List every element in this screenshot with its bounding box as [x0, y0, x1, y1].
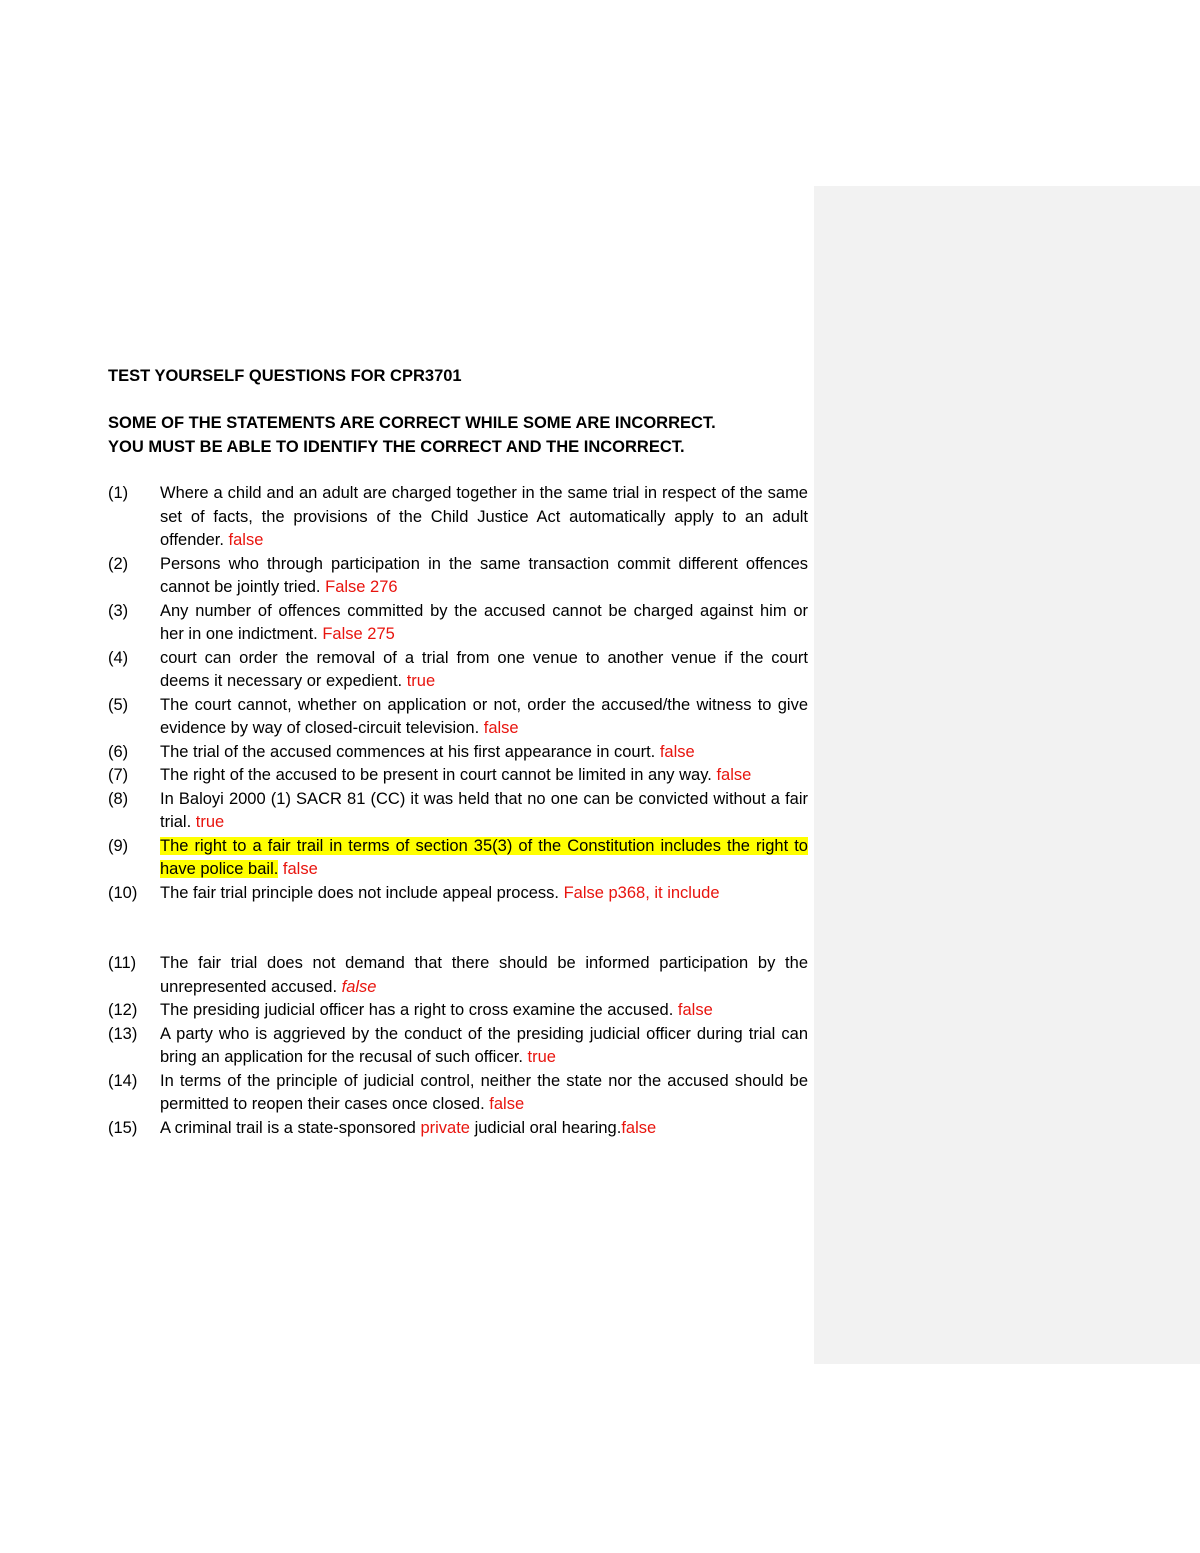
question-number: (8) — [108, 789, 129, 808]
question-item — [108, 553, 808, 600]
question-text: Persons who through participation in the same transaction commit different offences cannot be jointly tried. False 276 — [160, 554, 808, 596]
question-answer: false — [341, 977, 377, 996]
question-number: (7) — [108, 766, 129, 784]
question-answer: False p368, it include — [563, 883, 720, 902]
question-item — [108, 482, 808, 553]
question-item — [108, 1070, 808, 1117]
question-text: In Baloyi 2000 (1) SACR 81 (CC) it was held that no one can be convicted without a fair trial. true — [160, 789, 808, 831]
question-text: The court cannot, whether on application or not, order the accused/the witness to give evidence by way of closed-circuit television. false — [160, 695, 808, 737]
question-number: (6) — [108, 742, 129, 761]
question-text: The trial of the accused commences at his first appearance in court. false — [160, 742, 695, 761]
question-text: In terms of the principle of judicial control, neither the state nor the accused should be permitted to reopen their cases once closed. false — [160, 1071, 808, 1113]
question-item — [108, 999, 808, 1023]
question-number: (5) — [108, 695, 129, 714]
subtitle-line-1: SOME OF THE STATEMENTS ARE CORRECT WHILE SOME ARE INCORRECT. — [108, 414, 716, 432]
question-text: The fair trial principle does not include appeal process. False p368, it include — [160, 883, 720, 902]
question-number: (14) — [108, 1071, 138, 1090]
question-number: (2) — [108, 554, 129, 573]
question-item — [108, 647, 808, 694]
question-item — [108, 835, 808, 882]
comment-pane — [814, 186, 1200, 1364]
question-text: Where a child and an adult are charged together in the same trial in respect of the same set of facts, the provisions of the Child Justice Act automatically apply to an adult offender. false — [160, 484, 808, 549]
question-item — [108, 694, 808, 741]
question-answer: false — [621, 1118, 657, 1137]
question-number: (9) — [108, 836, 129, 855]
question-text: The presiding judicial officer has a right to cross examine the accused. false — [160, 1001, 713, 1019]
question-text: The right of the accused to be present in court cannot be limited in any way. false — [160, 766, 752, 784]
question-number: (11) — [108, 954, 137, 972]
red-word: private — [420, 1118, 470, 1137]
question-answer: false — [489, 1095, 525, 1113]
question-text — [160, 835, 808, 882]
question-number: (10) — [108, 883, 138, 902]
question-item — [108, 952, 808, 999]
question-text: A criminal trail is a state-sponsored private judicial oral hearing.false — [160, 1118, 657, 1137]
section-gap — [108, 905, 808, 952]
highlighted-text: The right to a fair trail in terms of section 35(3) of the Constitution includes the right to have police bail. — [160, 836, 808, 878]
question-text: The fair trial does not demand that there should be informed participation by the unrepresented accused. false — [160, 954, 808, 996]
question-number: (12) — [108, 1001, 138, 1019]
question-item — [108, 600, 808, 647]
question-text: A party who is aggrieved by the conduct of the presiding judicial officer during trial can bring an application for the recusal of such officer. true — [160, 1024, 808, 1066]
question-item — [108, 882, 808, 906]
question-number: (15) — [108, 1118, 138, 1137]
question-list — [108, 482, 808, 1140]
question-item — [108, 1023, 808, 1070]
question-number: (13) — [108, 1024, 138, 1043]
subtitle-line-2: YOU MUST BE ABLE TO IDENTIFY THE CORRECT AND THE INCORRECT. — [108, 438, 685, 456]
question-answer: false — [228, 531, 264, 549]
question-answer: false — [278, 860, 318, 878]
question-number: (4) — [108, 648, 129, 667]
question-answer: False 276 — [325, 578, 398, 596]
question-answer: false — [677, 1001, 713, 1019]
question-answer: false — [716, 766, 752, 784]
document-body — [108, 364, 808, 1140]
question-text: court can order the removal of a trial from one venue to another venue if the court deems it necessary or expedient. true — [160, 648, 808, 690]
question-answer: false — [659, 742, 695, 761]
question-answer: true — [195, 813, 225, 831]
question-answer: true — [527, 1048, 556, 1066]
question-text: Any number of offences committed by the accused cannot be charged against him or her in one indictment. False 275 — [160, 601, 808, 643]
question-answer: false — [483, 719, 519, 737]
document-subtitle — [108, 411, 808, 459]
question-number: (1) — [108, 484, 129, 502]
question-answer: true — [406, 672, 436, 690]
question-item — [108, 788, 808, 835]
question-item — [108, 1117, 808, 1141]
question-item — [108, 741, 808, 765]
question-item — [108, 764, 808, 788]
question-number: (3) — [108, 601, 129, 620]
document-title: TEST YOURSELF QUESTIONS FOR CPR3701 — [108, 367, 462, 385]
question-answer: False 275 — [322, 625, 395, 643]
